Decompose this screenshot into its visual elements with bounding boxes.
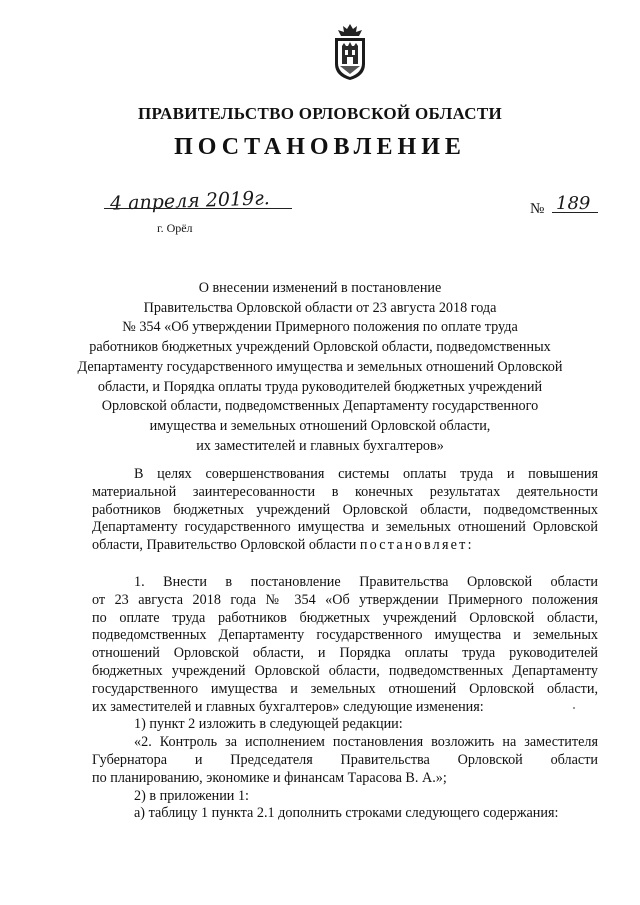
subject-line: Орловской области, подведомственных Департаменту государственного bbox=[101, 398, 539, 415]
preamble-line: Департаменту государственного имущества и земельных отношений Орловской bbox=[92, 519, 598, 536]
number-label: № bbox=[530, 201, 545, 217]
sub-item-1: 1) пункт 2 изложить в следующей редакции: bbox=[134, 716, 403, 733]
quote-line: Губернатора и Председателя Правительства Орловской области bbox=[92, 751, 598, 768]
quote-line: «2. Контроль за исполнением постановления возложить на заместителя bbox=[134, 734, 598, 751]
decree-subject bbox=[60, 279, 580, 456]
subject-line: № 354 «Об утверждении Примерного положения по оплате труда bbox=[122, 319, 518, 336]
number-underline bbox=[552, 212, 598, 213]
item-1-paragraph bbox=[92, 574, 598, 823]
preamble-line: работников бюджетных учреждений Орловской области, подведомственных bbox=[92, 501, 598, 518]
preamble-line: материальной заинтересованности в конечных результатах деятельности bbox=[92, 483, 598, 500]
subject-line: Департаменту государственного имущества и земельных отношений Орловской bbox=[77, 358, 563, 375]
item-1-line: подведомственных Департаменту государственного имущества и земельных bbox=[92, 627, 598, 644]
decree-title: ПОСТАНОВЛЕНИЕ bbox=[174, 134, 466, 160]
coat-of-arms-icon bbox=[329, 22, 371, 82]
item-1-line: от 23 августа 2018 года № 354 «Об утверждении Примерного положения bbox=[92, 591, 598, 608]
subject-line: Правительства Орловской области от 23 августа 2018 года bbox=[143, 299, 497, 316]
scan-speck bbox=[573, 707, 575, 709]
sub-item-2a: а) таблицу 1 пункта 2.1 дополнить строками следующего содержания: bbox=[134, 805, 559, 822]
subject-line: О внесении изменений в постановление bbox=[198, 280, 442, 296]
quote-line: по планированию, экономике и финансам Тарасова В. А.»; bbox=[92, 769, 447, 786]
subject-line: работников бюджетных учреждений Орловской области, подведомственных bbox=[89, 339, 551, 356]
handwritten-date: 4 апреля 2019г. bbox=[109, 187, 271, 215]
preamble-line: В целях совершенствования системы оплаты труда и повышения bbox=[134, 466, 598, 482]
preamble-line-start: области, Правительство Орловской области bbox=[92, 537, 360, 554]
item-1-line: 1. Внести в постановление Правительства Орловской области bbox=[134, 574, 598, 590]
subject-line: имущества и земельных отношений Орловской области, bbox=[149, 417, 491, 434]
item-1-line: отношений Орловской области, и Порядка оплаты труда руководителей bbox=[92, 645, 598, 662]
item-1-line: по оплате труда работников бюджетных учреждений Орловской области, bbox=[92, 609, 598, 626]
handwritten-number: 189 bbox=[556, 193, 591, 214]
subject-line: их заместителей и главных бухгалтеров» bbox=[196, 437, 444, 454]
item-1-line: государственного имущества и земельных отношений Орловской области, bbox=[92, 680, 598, 697]
item-1-line: бюджетных учреждений Орловской области, подведомственных Департаменту bbox=[92, 662, 598, 679]
preamble-last-line bbox=[92, 537, 598, 555]
resolves-word: постановляет: bbox=[359, 537, 474, 554]
preamble-paragraph bbox=[92, 466, 598, 555]
sub-item-2: 2) в приложении 1: bbox=[134, 787, 249, 804]
date-underline bbox=[104, 208, 292, 209]
item-1-line: их заместителей и главных бухгалтеров» следующие изменения: bbox=[92, 698, 484, 715]
government-title: ПРАВИТЕЛЬСТВО ОРЛОВСКОЙ ОБЛАСТИ bbox=[137, 104, 503, 123]
city-label: г. Орёл bbox=[157, 221, 193, 235]
subject-line: области, и Порядка оплаты труда руководителей бюджетных учреждений bbox=[97, 378, 543, 395]
